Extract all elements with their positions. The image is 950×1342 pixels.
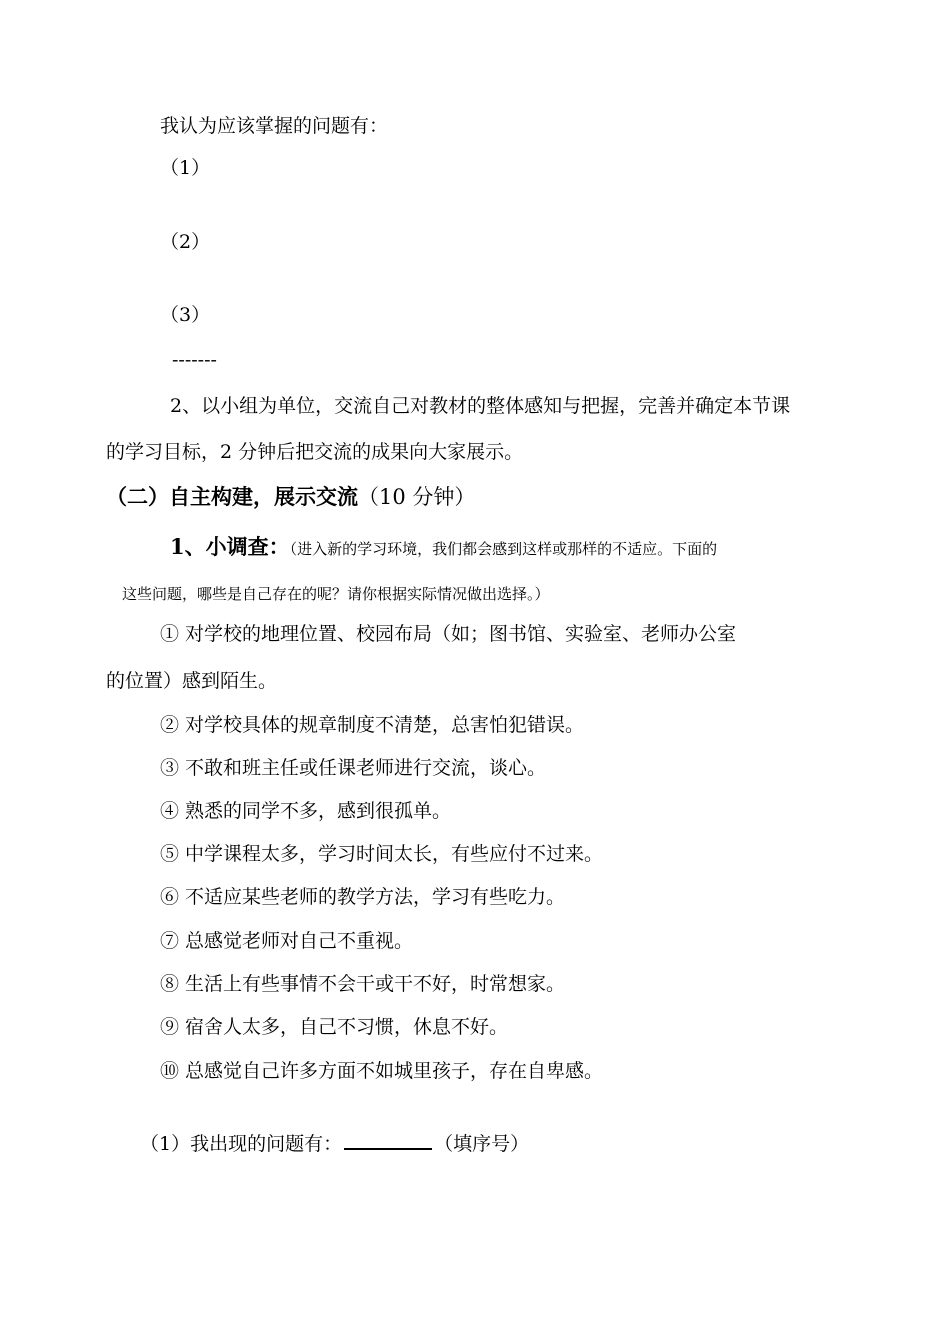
item-8: ⑧ 生活上有些事情不会干或干不好，时常想家。 xyxy=(160,973,566,995)
item-4: ④ 熟悉的同学不多，感到很孤单。 xyxy=(160,800,452,822)
dash-line: ------- xyxy=(172,349,217,371)
blank-2-label: （2） xyxy=(160,231,211,253)
item-3: ③ 不敢和班主任或任课老师进行交流，谈心。 xyxy=(160,757,547,779)
section2-heading xyxy=(106,483,475,511)
survey-note-2: 这些问题，哪些是自己存在的呢？请你根据实际情况做出选择。） xyxy=(122,585,550,603)
task2-line1: 2、以小组为单位，交流自己对教材的整体感知与把握，完善并确定本节课 xyxy=(170,395,791,417)
answer-blank[interactable] xyxy=(344,1130,432,1150)
task2-line2: 的学习目标，2 分钟后把交流的成果向大家展示。 xyxy=(106,441,524,463)
blank-3-label: （3） xyxy=(160,304,211,326)
item-2: ② 对学校具体的规章制度不清楚，总害怕犯错误。 xyxy=(160,714,585,736)
survey-note-1: （进入新的学习环境，我们都会感到这样或那样的不适应。下面的 xyxy=(289,540,718,558)
intro-text: 我认为应该掌握的问题有： xyxy=(160,115,389,137)
item-6: ⑥ 不适应某些老师的教学方法，学习有些吃力。 xyxy=(160,886,566,908)
question-1-suffix: （填序号） xyxy=(434,1133,530,1155)
section2-title: （二）自主构建，展示交流 xyxy=(106,484,358,509)
item-10: ⑩ 总感觉自己许多方面不如城里孩子，存在自卑感。 xyxy=(160,1060,604,1082)
survey-heading xyxy=(170,535,717,561)
item-1b: 的位置）感到陌生。 xyxy=(106,670,278,692)
section2-time: （10 分钟） xyxy=(358,485,476,509)
item-5: ⑤ 中学课程太多，学习时间太长，有些应付不过来。 xyxy=(160,843,604,865)
survey-label: 1、小调查： xyxy=(170,534,290,559)
item-9: ⑨ 宿舍人太多，自己不习惯，休息不好。 xyxy=(160,1016,509,1038)
blank-1-label: （1） xyxy=(160,157,211,179)
item-7: ⑦ 总感觉老师对自己不重视。 xyxy=(160,930,414,952)
question-1 xyxy=(140,1130,529,1156)
item-1a: ① 对学校的地理位置、校园布局（如；图书馆、实验室、老师办公室 xyxy=(160,623,737,645)
question-1-prefix: （1）我出现的问题有： xyxy=(140,1133,343,1155)
